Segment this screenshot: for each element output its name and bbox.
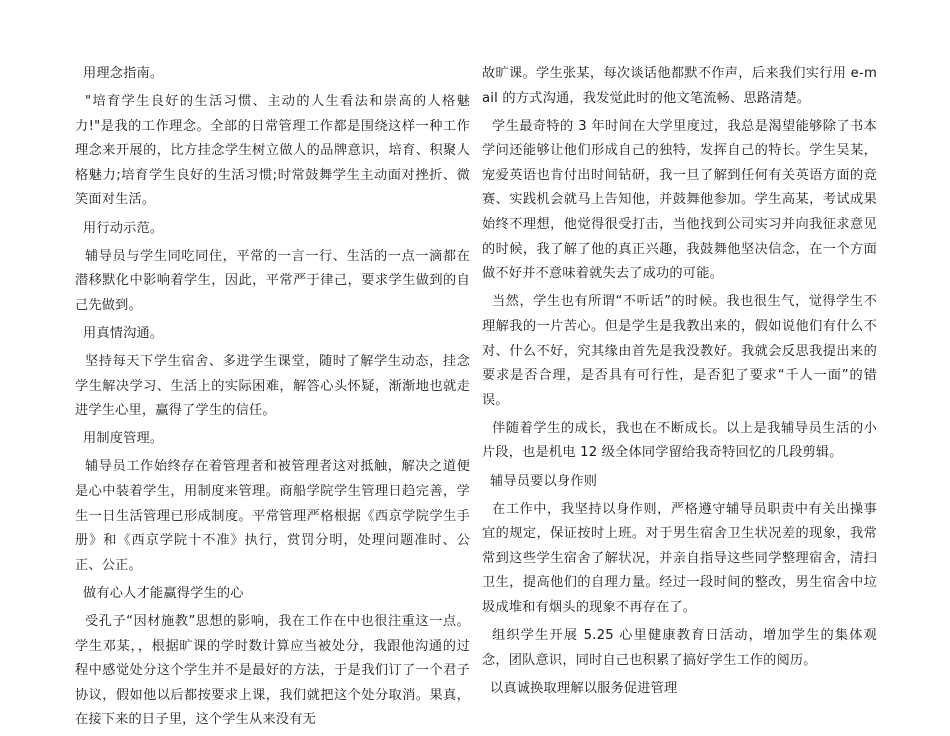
section-heading: 用制度管理。 <box>83 431 164 447</box>
paragraph: "培育学生良好的生活习惯、主动的人生看法和崇高的人格魅力!"是我的工作理念。全部的日常管理工作都是围绕这样一种工作理念来开展的，比方挂念学生树立做人的品牌意识，培育、积聚人格魅力;培育学生良好的生活习惯;时常鼓舞学生主动面对挫折、微笑面对生活。 <box>75 94 470 208</box>
right-column <box>482 62 877 705</box>
section-heading: 以真诚换取理解以服务促进管理 <box>490 680 678 696</box>
paragraph: 受孔子“因材施教”思想的影响，我在工作在中也很注重这一点。学生邓某，，根据旷课的学时数计算应当被处分，我跟他沟通的过程中感觉处分这个学生并不是最好的方法，于是我们订了一个君子协议，假如他以后都按要求上课，我们就把这个处分取消。果真，在接下来的日子里，这个学生从来没有无 <box>75 613 470 728</box>
paragraph: 学生最奇特的 3 年时间在大学里度过，我总是渴望能够除了书本学问还能够让他们形成自己的独特，发挥自己的特长。学生吴某，宠爱英语也肯付出时间钻研，我一旦了解到任何有关英语方面的竞赛、实践机会就马上告知他，并鼓舞他参加。学生高某，考试成果始终不理想，他觉得很受打击，当他找到公司实习并向我征求意见的时候，我了解了他的真正兴趣，我鼓舞他坚决信念，在一个方面做不好并不意味着就失去了成功的可能。 <box>482 118 877 282</box>
left-column <box>75 62 470 736</box>
section-heading: 用行动示范。 <box>83 220 164 236</box>
paragraph: 在工作中，我坚持以身作则，严格遵守辅导员职责中有关出操事宜的规定，保证按时上班。对于男生宿舍卫生状况差的现象，我常常到这些学生宿舍了解状况，并亲自指导这些同学整理宿舍，清扫卫生，提高他们的自理力量。经过一段时间的整改，男生宿舍中垃圾成堆和有烟头的现象不再存在了。 <box>482 501 877 615</box>
paragraph: 辅导员与学生同吃同住，平常的一言一行、生活的一点一滴都在潜移默化中影响着学生，因此，平常严于律己，要求学生做到的自己先做到。 <box>75 248 470 313</box>
paragraph: 组织学生开展 5.25 心里健康教育日活动，增加学生的集体观念，团队意识，同时自己也积累了搞好学生工作的阅历。 <box>482 628 877 668</box>
paragraph: 伴随着学生的成长，我也在不断成长。以上是我辅导员生活的小片段，也是机电 12 级全体同学留给我奇特回忆的几段剪辑。 <box>482 420 877 461</box>
section-heading: 做有心人才能赢得学生的心 <box>83 585 244 601</box>
paragraph: 当然，学生也有所谓“不听话”的时候。我也很生气，觉得学生不理解我的一片苦心。但是学生是我教出来的，假如说他们有什么不对、什么不好，究其缘由首先是我没教好。我就会反思我提出来的要求是否合理，是否具有可行性，是否犯了要求“千人一面”的错误。 <box>482 294 877 408</box>
paragraph: 辅导员工作始终存在着管理者和被管理者这对抵触，解决之道便是心中装着学生，用制度来管理。商船学院学生管理日趋完善，学生一日生活管理已形成制度。平常管理严格根据《西京学院学生手册》和《西京学院十不准》执行，赏罚分明，处理问题准时、公正、公正。 <box>75 459 470 573</box>
paragraph: 坚持每天下学生宿舍、多进学生课堂，随时了解学生动态，挂念学生解决学习、生活上的实际困难，解答心头怀疑，渐渐地也就走进学生心里，赢得了学生的信任。 <box>75 354 470 419</box>
section-heading: 辅导员要以身作则 <box>490 473 598 489</box>
paragraph-continued: 故旷课。学生张某，每次谈话他都默不作声，后来我们实行用 e-mail 的方式沟通，我发觉此时的他文笔流畅、思路清楚。 <box>482 66 877 106</box>
section-heading: 用理念指南。 <box>83 66 164 81</box>
section-heading: 用真情沟通。 <box>83 325 164 341</box>
